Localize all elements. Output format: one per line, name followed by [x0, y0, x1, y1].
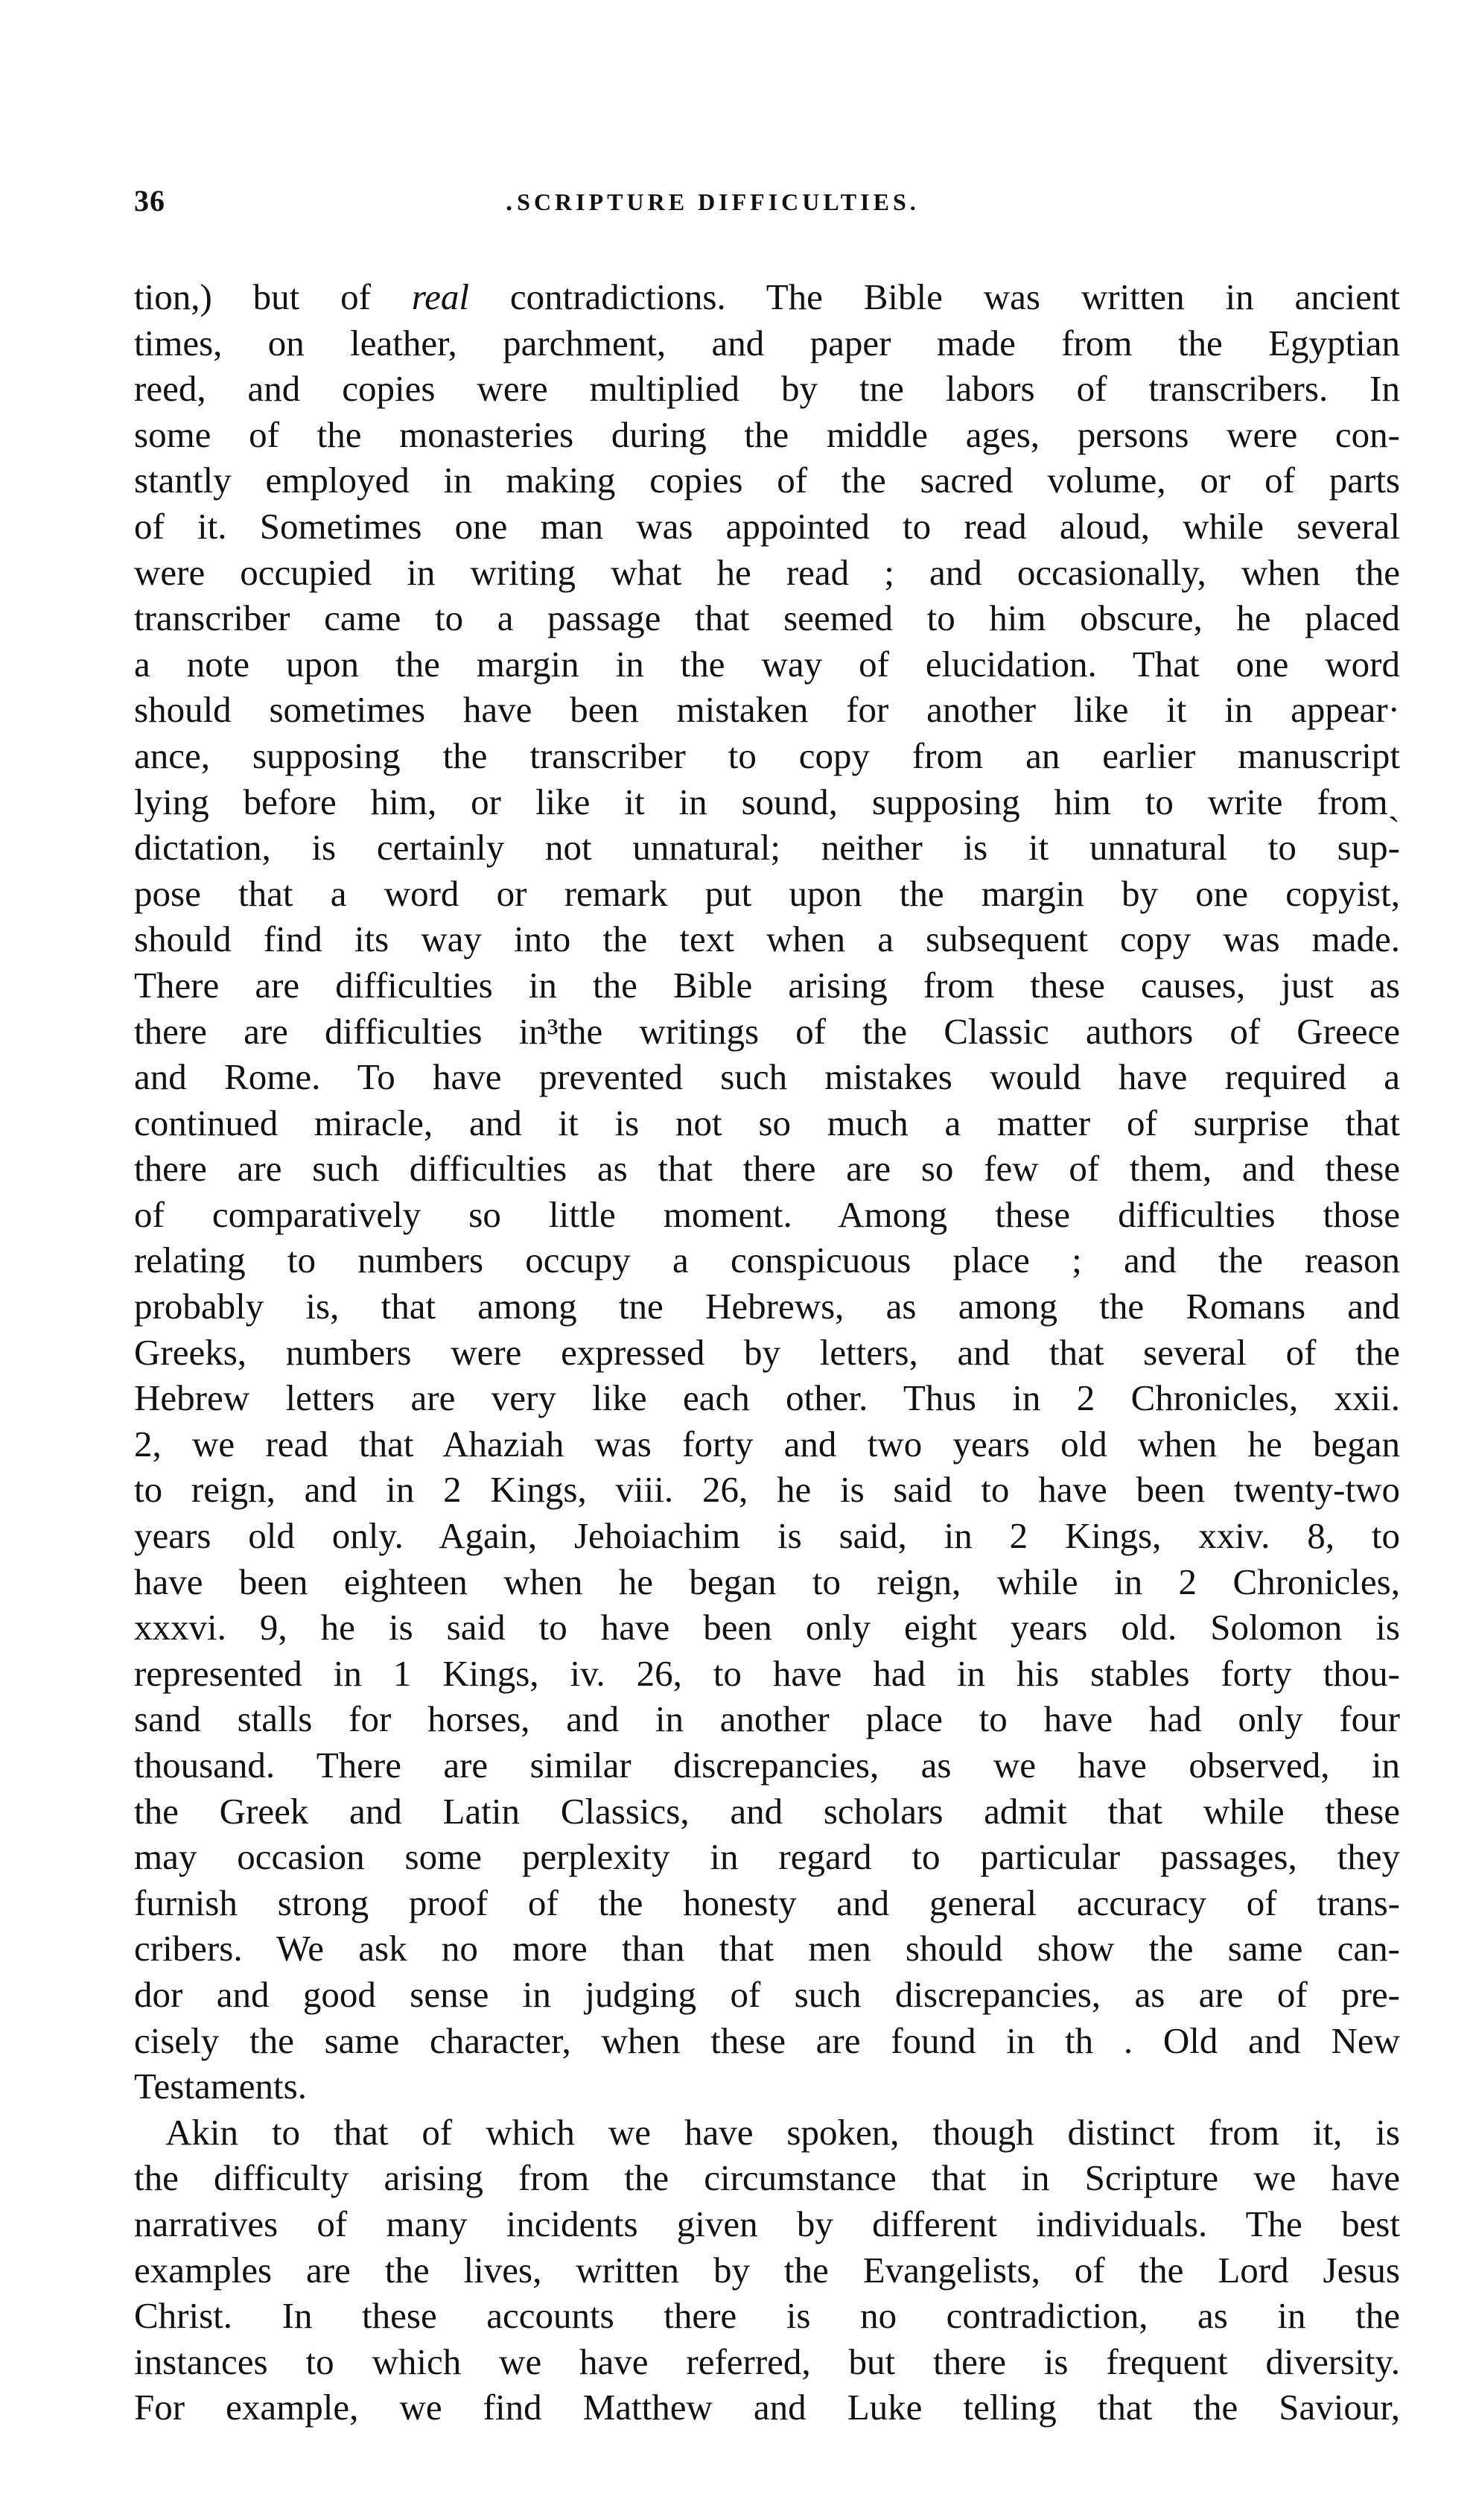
text-line: Hebrew letters are very like each other. Thus in 2 Chronicles, xxii.	[134, 1377, 1400, 1419]
text-line: narratives of many incidents given by different individuals. The best	[134, 2203, 1400, 2244]
text-line: furnish strong proof of the honesty and general accuracy of trans-	[134, 1882, 1400, 1923]
text-line: years old only. Again, Jehoiachim is said, in 2 Kings, xxiv. 8, to	[134, 1515, 1400, 1557]
text-line: reed, and copies were multiplied by tne labors of transcribers. In	[134, 368, 1400, 410]
text-line: may occasion some perplexity in regard to particular passages, they	[134, 1836, 1400, 1878]
text-line: there are difficulties in³the writings of the Classic authors of Greece	[134, 1010, 1400, 1052]
text-line: represented in 1 Kings, iv. 26, to have had in his stables forty thou-	[134, 1652, 1400, 1694]
text-line: to reign, and in 2 Kings, viii. 26, he is said to have been twenty-two	[134, 1469, 1400, 1511]
text-line: some of the monasteries during the middle ages, persons were con-	[134, 413, 1400, 455]
text-line: cisely the same character, when these are found in th . Old and New	[134, 2019, 1400, 2061]
text-line: the difficulty arising from the circumstance that in Scripture we have	[134, 2157, 1400, 2199]
text-line: the Greek and Latin Classics, and scholars admit that while these	[134, 1790, 1400, 1832]
running-head	[134, 183, 1393, 228]
text-line: relating to numbers occupy a conspicuous place ; and the reason	[134, 1240, 1400, 1281]
text-line: Testaments.	[134, 2066, 307, 2107]
text-line: examples are the lives, written by the Evangelists, of the Lord Jesus	[134, 2249, 1400, 2291]
italic-word: real	[411, 276, 469, 317]
text-line: dor and good sense in judging of such discrepancies, as are of pre-	[134, 1973, 1400, 2015]
text-line: and Rome. To have prevented such mistakes would have required a	[134, 1056, 1400, 1098]
text-line: For example, we find Matthew and Luke telling that the Saviour,	[134, 2387, 1400, 2428]
text-line: Christ. In these accounts there is no contradiction, as in the	[134, 2295, 1400, 2337]
text-line: stantly employed in making copies of the sacred volume, or of parts	[134, 460, 1400, 501]
text-line: probably is, that among tne Hebrews, as among the Romans and	[134, 1286, 1400, 1327]
text-line: dictation, is certainly not unnatural; neither is it unnatural to sup-	[134, 827, 1400, 869]
text-line: cribers. We ask no more than that men should show the same can-	[134, 1928, 1400, 1970]
page-number: 36	[134, 184, 165, 218]
text-line: ance, supposing the transcriber to copy from an earlier manuscript	[134, 734, 1400, 776]
text-line: thousand. There are similar discrepancies, as we have observed, in	[134, 1745, 1400, 1786]
text-line: Akin to that of which we have spoken, though distinct from it, is	[165, 2111, 1400, 2153]
text-line: sand stalls for horses, and in another place to have had only four	[134, 1698, 1400, 1740]
text-line	[134, 274, 1400, 320]
text-run: tion,) but of	[134, 276, 412, 317]
text-line: should sometimes have been mistaken for another like it in appear·	[134, 689, 1400, 731]
text-line: were occupied in writing what he read ; and occasionally, when the	[134, 551, 1400, 593]
running-title: ․SCRIPTURE DIFFICULTIES.	[505, 188, 920, 215]
text-line: have been eighteen when he began to reign, while in 2 Chronicles,	[134, 1561, 1400, 1602]
text-line: Greeks, numbers were expressed by letters, and that several of the	[134, 1331, 1400, 1373]
text-run: contradictions. The Bible was written in ancient	[468, 276, 1400, 317]
text-line: xxxvi. 9, he is said to have been only eight years old. Solomon is	[134, 1607, 1400, 1648]
text-line: of it. Sometimes one man was appointed to read aloud, while several	[134, 505, 1400, 547]
text-line: of comparatively so little moment. Among these difficulties those	[134, 1193, 1400, 1235]
text-line: transcriber came to a passage that seemed to him obscure, he placed	[134, 597, 1400, 639]
text-line: instances to which we have referred, but there is frequent diversity.	[134, 2340, 1400, 2382]
text-line: a note upon the margin in the way of elucidation. That one word	[134, 643, 1400, 685]
text-line: 2, we read that Ahaziah was forty and two years old when he began	[134, 1423, 1400, 1464]
text-line: should find its way into the text when a subsequent copy was made.	[134, 918, 1400, 960]
body-text	[134, 274, 1400, 2431]
text-line: times, on leather, parchment, and paper made from the Egyptian	[134, 322, 1400, 364]
text-line: There are difficulties in the Bible arising from these causes, just as	[134, 964, 1400, 1006]
text-line: continued miracle, and it is not so much a matter of surprise that	[134, 1102, 1400, 1143]
text-line: lying before him, or like it in sound, supposing him to write fromˏ	[134, 781, 1400, 822]
text-line: there are such difficulties as that there are so few of them, and these	[134, 1148, 1400, 1190]
text-line: pose that a word or remark put upon the margin by one copyist,	[134, 872, 1400, 914]
